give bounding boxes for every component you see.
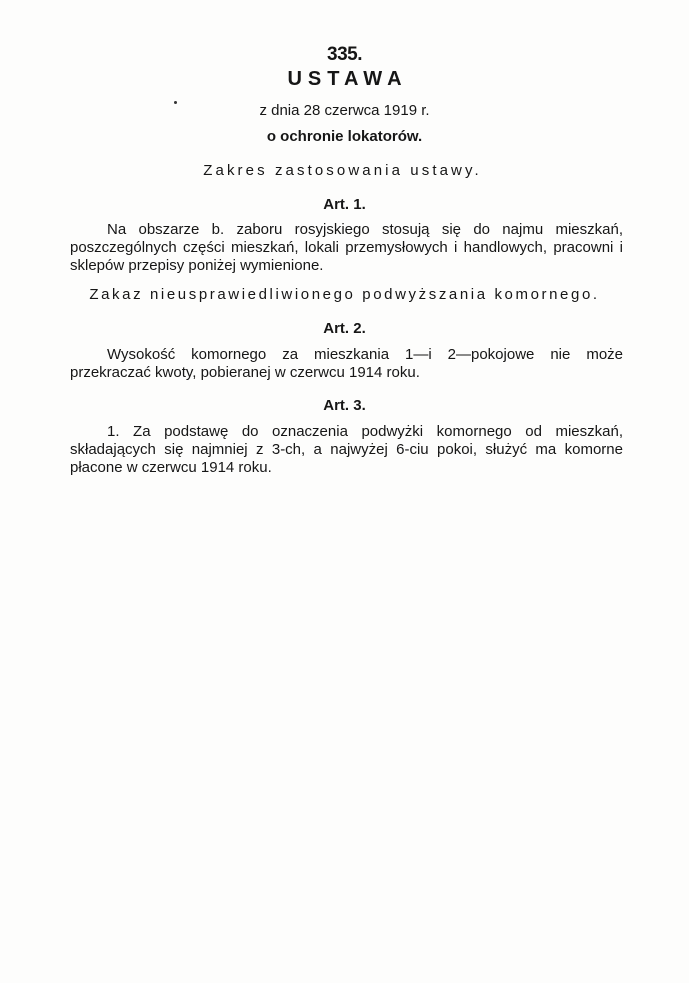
act-subject: o ochronie lokatorów. — [266, 128, 423, 145]
article-1-text: Na obszarze b. zaboru rosyjskiego stosują się do najmu mieszkań, poszczególnych części mieszkań, lokali przemysłowych i handlowych, pracowni i sklepów przepisy poniżej wymienione. — [70, 221, 623, 274]
article-3-heading: Art. 3. — [323, 397, 366, 414]
act-title: USTAWA — [287, 68, 408, 90]
section-heading-scope: Zakres zastosowania ustawy. — [203, 162, 482, 179]
article-1-heading: Art. 1. — [323, 196, 366, 213]
article-2-text: Wysokość komornego za mieszkania 1—i 2—pokojowe nie może przekraczać kwoty, pobieranej w czerwcu 1914 roku. — [70, 346, 623, 381]
section-heading-rent-increase: Zakaz nieusprawiedliwionego podwyższania komornego. — [89, 286, 600, 303]
article-3-text: 1. Za podstawę do oznaczenia podwyżki komornego od mieszkań, składających się najmniej z 3-ch, a najwyżej 6-ciu pokoi, służyć ma komorne płacone w czerwcu 1914 roku. — [70, 423, 623, 476]
act-number: 335. — [327, 44, 362, 65]
article-2-heading: Art. 2. — [323, 320, 366, 337]
act-date: z dnia 28 czerwca 1919 r. — [259, 102, 430, 119]
